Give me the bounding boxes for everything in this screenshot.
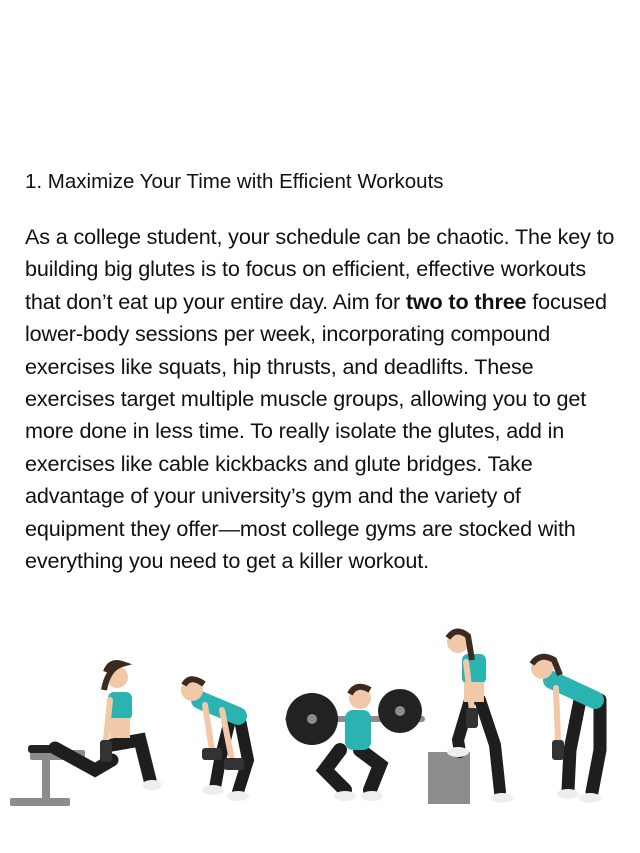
barbell-squat-figure [285, 687, 425, 801]
paragraph-bold-emphasis: two to three [405, 288, 527, 314]
section-heading: 1. Maximize Your Time with Efficient Workouts [25, 170, 444, 193]
bench-lunge-figure [10, 663, 162, 806]
box-deadlift-figure [428, 631, 513, 804]
dumbbell-row-figure [181, 679, 249, 801]
workout-exercises-illustration [0, 620, 640, 820]
romanian-deadlift-figure [531, 657, 601, 803]
paragraph-text-start: As a college student, your schedule can be chaotic. The key to building big glutes is to focus on efficient, effective workouts that don’t eat up your entire day. Aim for [25, 224, 615, 314]
paragraph-text-end: focused lower-body sessions per week, incorporating compound exercises like squats, hip thrusts, and deadlifts. These exercises target multiple muscle groups, allowing you to get more done in less time. To really isolate the glutes, add in exercises like cable kickbacks and glute bridges. Take advantage of your university’s gym and the variety of equipment they offer—most college gyms are stocked with everything you need to get a killer workout. [25, 288, 607, 574]
article-paragraph [25, 221, 625, 577]
